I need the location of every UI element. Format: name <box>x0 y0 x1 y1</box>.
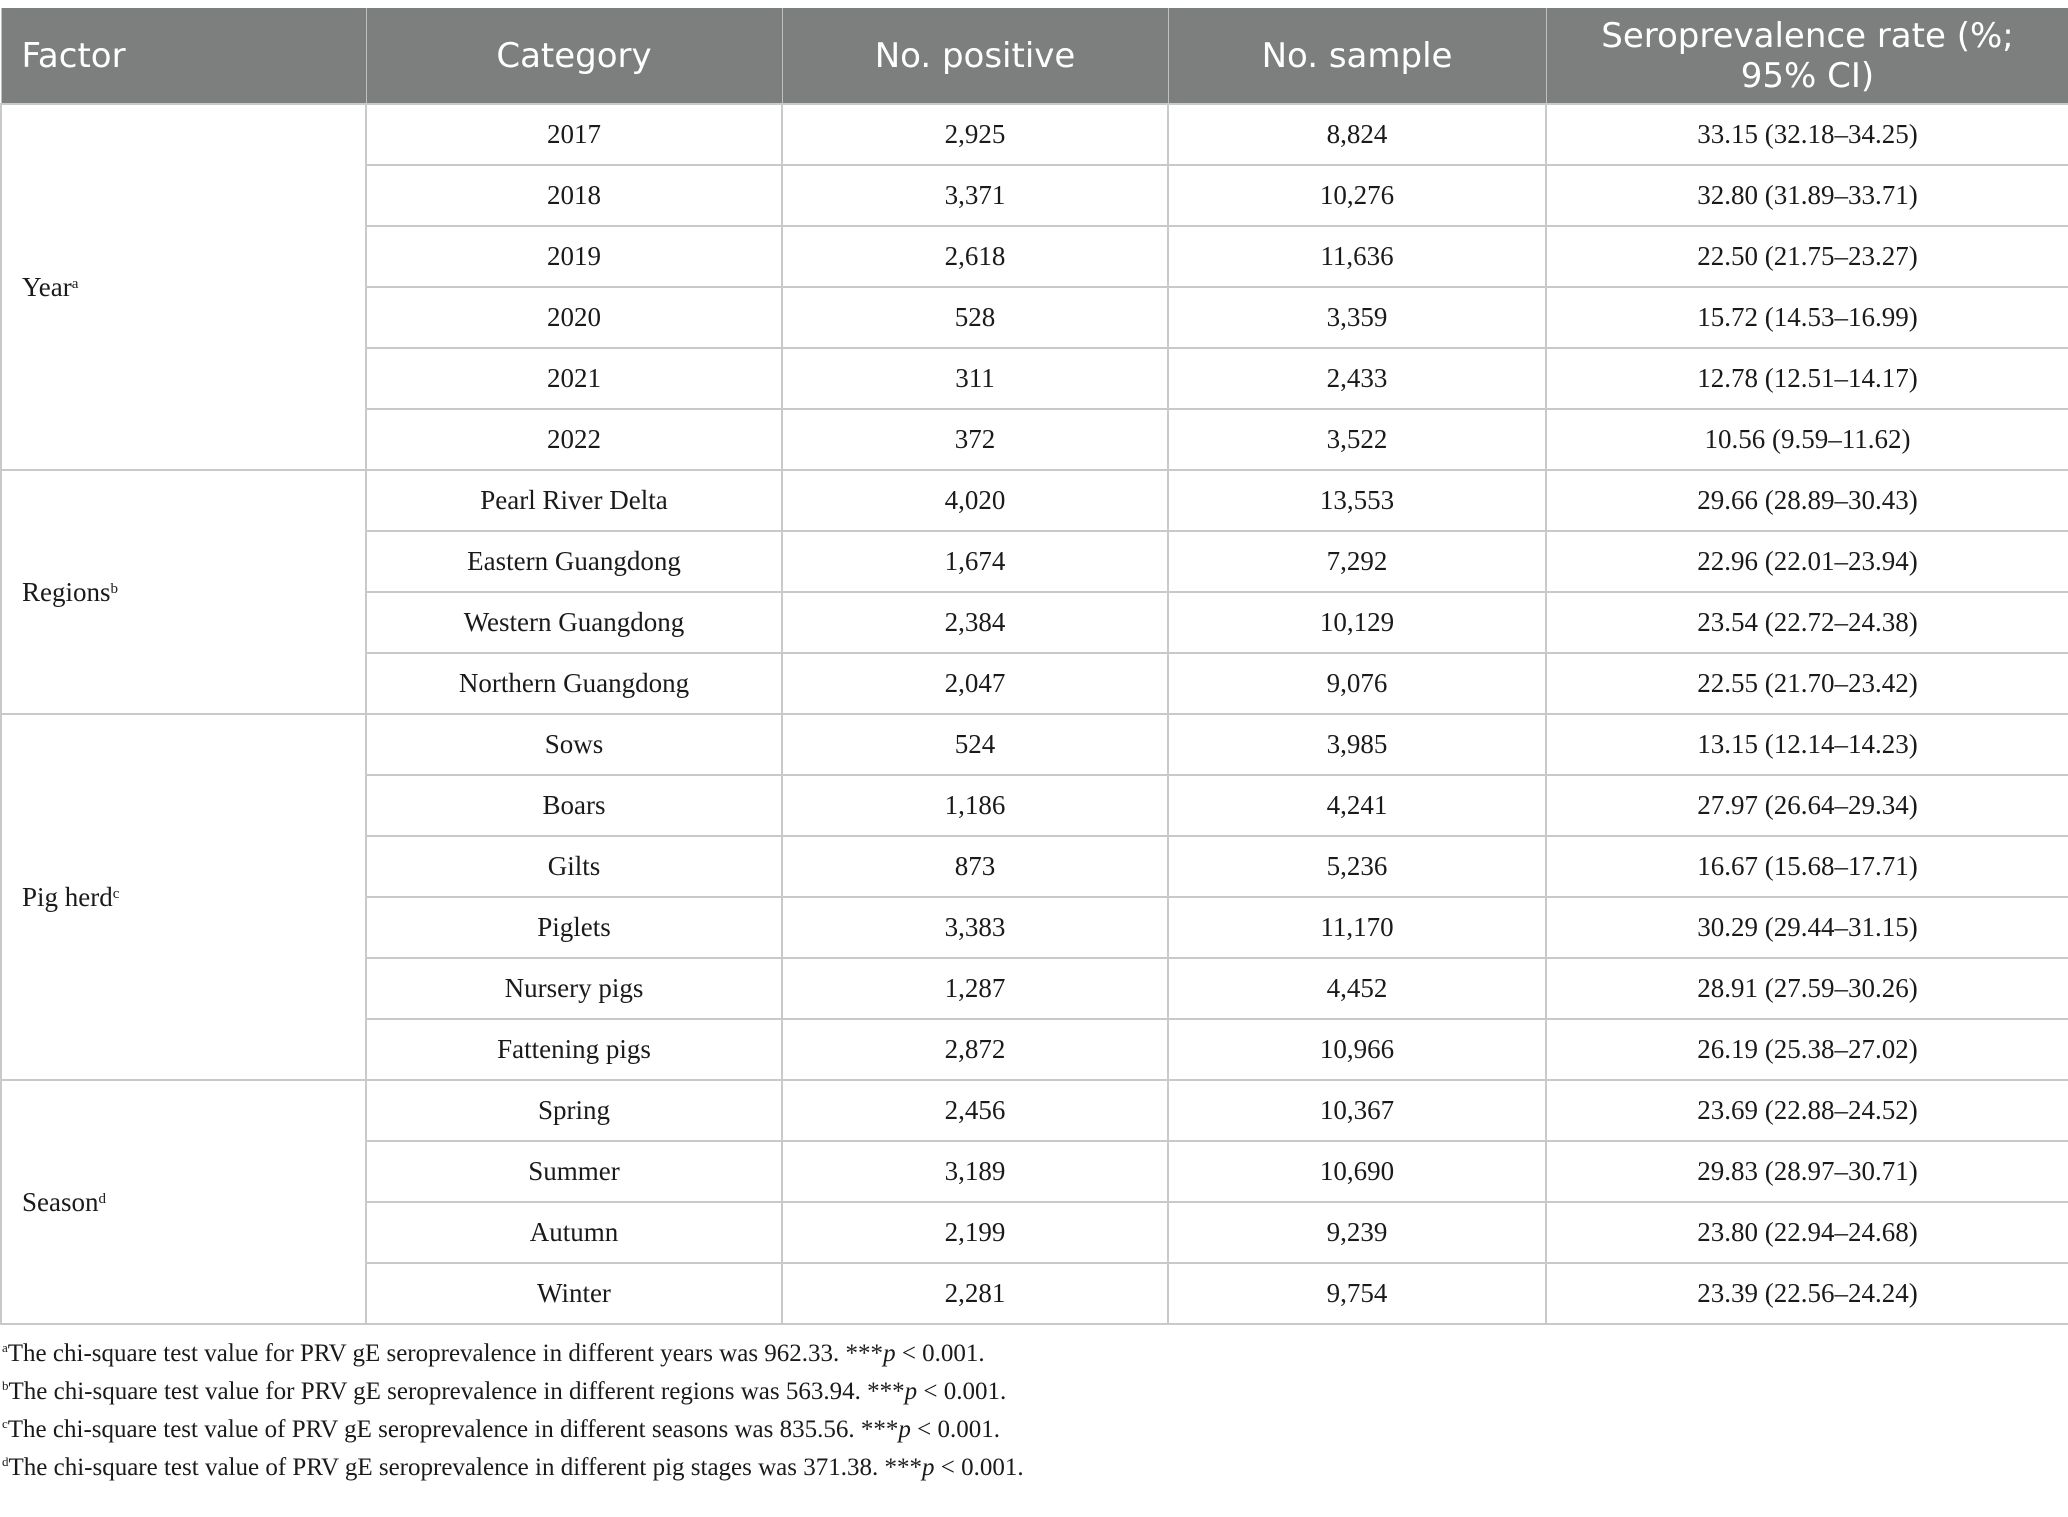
category-cell: Western Guangdong <box>366 592 782 653</box>
category-cell: Summer <box>366 1141 782 1202</box>
header-category: Category <box>366 4 782 104</box>
rate-cell: 32.80 (31.89–33.71) <box>1546 165 2068 226</box>
sample-cell: 10,966 <box>1168 1019 1546 1080</box>
header-rate <box>1546 4 2068 104</box>
rate-cell: 12.78 (12.51–14.17) <box>1546 348 2068 409</box>
header-factor: Factor <box>1 4 366 104</box>
sample-cell: 5,236 <box>1168 836 1546 897</box>
positive-cell: 3,371 <box>782 165 1168 226</box>
category-cell: Eastern Guangdong <box>366 531 782 592</box>
header-row <box>1 4 2068 104</box>
footnote <box>2 1411 2068 1449</box>
footnote-mark: c <box>2 1416 8 1431</box>
factor-footnote-mark: d <box>98 1190 106 1207</box>
factor-cell <box>1 104 366 470</box>
factor-footnote-mark: b <box>110 580 119 597</box>
rate-cell: 29.66 (28.89–30.43) <box>1546 470 2068 531</box>
sample-cell: 8,824 <box>1168 104 1546 165</box>
header-rate-line1: Seroprevalence rate (%; <box>1601 15 2014 56</box>
factor-cell <box>1 470 366 714</box>
positive-cell: 311 <box>782 348 1168 409</box>
category-cell: 2017 <box>366 104 782 165</box>
rate-cell: 26.19 (25.38–27.02) <box>1546 1019 2068 1080</box>
sample-cell: 2,433 <box>1168 348 1546 409</box>
positive-cell: 2,456 <box>782 1080 1168 1141</box>
footnote-tail: < 0.001. <box>910 1416 1000 1443</box>
footnote-p: p <box>904 1378 918 1405</box>
sample-cell: 11,636 <box>1168 226 1546 287</box>
rate-cell: 27.97 (26.64–29.34) <box>1546 775 2068 836</box>
rate-cell: 23.54 (22.72–24.38) <box>1546 592 2068 653</box>
rate-cell: 16.67 (15.68–17.71) <box>1546 836 2068 897</box>
sample-cell: 7,292 <box>1168 531 1546 592</box>
positive-cell: 4,020 <box>782 470 1168 531</box>
footnote-tail: < 0.001. <box>934 1454 1024 1481</box>
positive-cell: 1,674 <box>782 531 1168 592</box>
sample-cell: 9,754 <box>1168 1263 1546 1324</box>
positive-cell: 2,384 <box>782 592 1168 653</box>
footnote-mark: a <box>2 1340 8 1355</box>
category-cell: Gilts <box>366 836 782 897</box>
table-row <box>1 1080 2068 1141</box>
footnote-mark: d <box>2 1454 9 1469</box>
footnote <box>2 1449 2068 1487</box>
positive-cell: 2,872 <box>782 1019 1168 1080</box>
category-cell: 2021 <box>366 348 782 409</box>
footnote-text: The chi-square test value for PRV gE seroprevalence in different years was 962.33. *** <box>7 1340 884 1367</box>
sample-cell: 4,241 <box>1168 775 1546 836</box>
rate-cell: 13.15 (12.14–14.23) <box>1546 714 2068 775</box>
footnote-text: The chi-square test value of PRV gE seroprevalence in different pig stages was 371.38. *** <box>8 1454 922 1481</box>
sample-cell: 11,170 <box>1168 897 1546 958</box>
positive-cell: 2,281 <box>782 1263 1168 1324</box>
positive-cell: 3,189 <box>782 1141 1168 1202</box>
category-cell: Piglets <box>366 897 782 958</box>
table-row <box>1 104 2068 165</box>
factor-footnote-mark: c <box>112 885 120 902</box>
positive-cell: 2,925 <box>782 104 1168 165</box>
footnote-p: p <box>898 1416 911 1443</box>
sample-cell: 10,367 <box>1168 1080 1546 1141</box>
category-cell: 2018 <box>366 165 782 226</box>
header-rate-line2: 95% CI) <box>1740 55 1875 96</box>
category-cell: 2022 <box>366 409 782 470</box>
table-row <box>1 470 2068 531</box>
footnote-tail: < 0.001. <box>895 1340 985 1367</box>
footnote-mark: b <box>2 1378 9 1393</box>
rate-cell: 15.72 (14.53–16.99) <box>1546 287 2068 348</box>
footnote-text: The chi-square test value for PRV gE seroprevalence in different regions was 563.94. *** <box>8 1378 905 1405</box>
category-cell: Northern Guangdong <box>366 653 782 714</box>
rate-cell: 29.83 (28.97–30.71) <box>1546 1141 2068 1202</box>
factor-label: Regions <box>22 576 111 607</box>
factor-cell <box>1 1080 366 1324</box>
rate-cell: 22.55 (21.70–23.42) <box>1546 653 2068 714</box>
positive-cell: 1,186 <box>782 775 1168 836</box>
rate-cell: 22.96 (22.01–23.94) <box>1546 531 2068 592</box>
footnote-tail: < 0.001. <box>917 1378 1007 1405</box>
factor-label: Year <box>22 271 72 302</box>
category-cell: Sows <box>366 714 782 775</box>
factor-label: Pig herd <box>22 881 113 912</box>
footnote-text: The chi-square test value of PRV gE seroprevalence in different seasons was 835.56. *** <box>7 1416 899 1443</box>
category-cell: Boars <box>366 775 782 836</box>
header-positive: No. positive <box>782 4 1168 104</box>
footnote-p: p <box>922 1454 935 1481</box>
rate-cell: 22.50 (21.75–23.27) <box>1546 226 2068 287</box>
rate-cell: 23.39 (22.56–24.24) <box>1546 1263 2068 1324</box>
category-cell: 2019 <box>366 226 782 287</box>
sample-cell: 3,985 <box>1168 714 1546 775</box>
positive-cell: 2,199 <box>782 1202 1168 1263</box>
footnotes <box>0 1335 2068 1487</box>
footnote <box>2 1373 2068 1411</box>
positive-cell: 3,383 <box>782 897 1168 958</box>
positive-cell: 2,618 <box>782 226 1168 287</box>
sample-cell: 10,690 <box>1168 1141 1546 1202</box>
positive-cell: 873 <box>782 836 1168 897</box>
factor-cell <box>1 714 366 1080</box>
positive-cell: 1,287 <box>782 958 1168 1019</box>
sample-cell: 10,276 <box>1168 165 1546 226</box>
positive-cell: 528 <box>782 287 1168 348</box>
category-cell: 2020 <box>366 287 782 348</box>
sample-cell: 9,076 <box>1168 653 1546 714</box>
category-cell: Fattening pigs <box>366 1019 782 1080</box>
table-row <box>1 714 2068 775</box>
category-cell: Winter <box>366 1263 782 1324</box>
rate-cell: 30.29 (29.44–31.15) <box>1546 897 2068 958</box>
rate-cell: 23.69 (22.88–24.52) <box>1546 1080 2068 1141</box>
category-cell: Pearl River Delta <box>366 470 782 531</box>
category-cell: Spring <box>366 1080 782 1141</box>
sample-cell: 10,129 <box>1168 592 1546 653</box>
positive-cell: 2,047 <box>782 653 1168 714</box>
category-cell: Autumn <box>366 1202 782 1263</box>
sample-cell: 4,452 <box>1168 958 1546 1019</box>
rate-cell: 10.56 (9.59–11.62) <box>1546 409 2068 470</box>
sample-cell: 3,522 <box>1168 409 1546 470</box>
factor-label: Season <box>22 1186 99 1217</box>
rate-cell: 23.80 (22.94–24.68) <box>1546 1202 2068 1263</box>
table-body <box>1 104 2068 1324</box>
sample-cell: 13,553 <box>1168 470 1546 531</box>
factor-footnote-mark: a <box>71 275 79 292</box>
rate-cell: 28.91 (27.59–30.26) <box>1546 958 2068 1019</box>
sample-cell: 3,359 <box>1168 287 1546 348</box>
header-sample: No. sample <box>1168 4 1546 104</box>
sample-cell: 9,239 <box>1168 1202 1546 1263</box>
rate-cell: 33.15 (32.18–34.25) <box>1546 104 2068 165</box>
footnote <box>2 1335 2068 1373</box>
positive-cell: 524 <box>782 714 1168 775</box>
category-cell: Nursery pigs <box>366 958 782 1019</box>
positive-cell: 372 <box>782 409 1168 470</box>
footnote-p: p <box>883 1340 896 1367</box>
